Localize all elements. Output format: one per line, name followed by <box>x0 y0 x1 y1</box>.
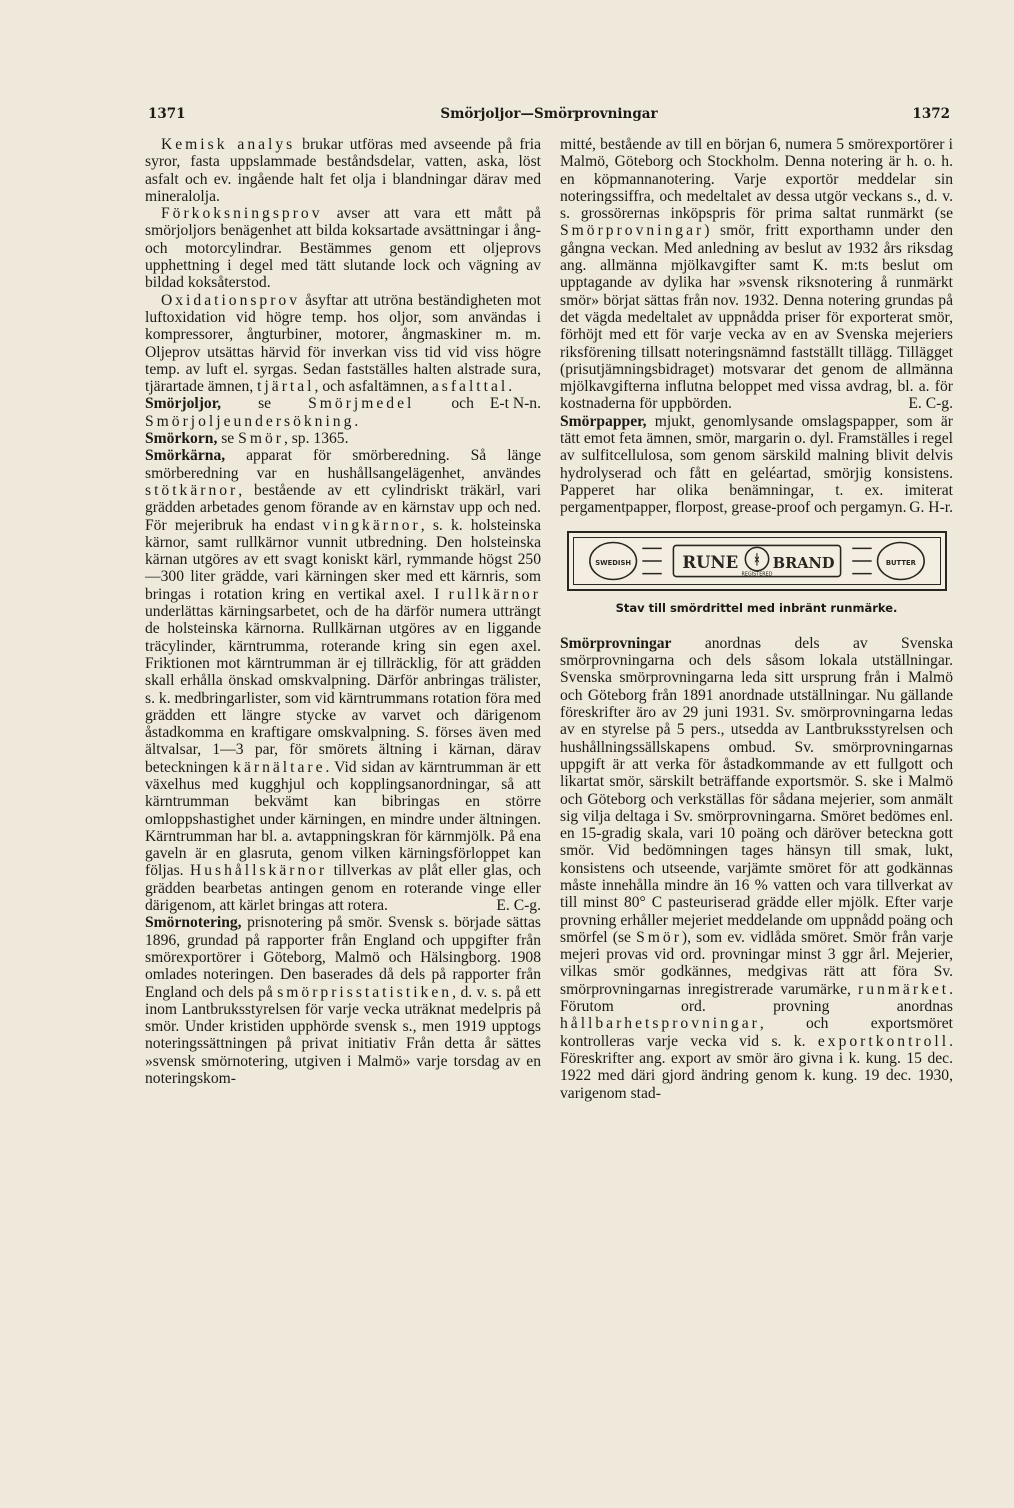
entry-headword: Smörkorn, <box>145 430 218 448</box>
signature: G. H-r. <box>909 499 953 517</box>
entry-smorkarna: Smörkärna, apparat för smörberedning. Så länge smörberedning var en hushållsangelägenhet, användes stötkärnor, bestående av ett cylindriskt träkärl, vari grädden arbetades genom förande av en kärnstav upp och ned. För mejeribruk ha endast vingkärnor, s. k. holsteinska kärnor, samt rullkärnor vunnit utbredning. Den holsteinska kärnan utgöres av ett svagt koniskt kärl, rymmande högst 250—300 liter grädde, vari kärningen sker med ett kärnris, som bringas i rotation kring en vertikal axel. I rullkärnor underlättas kärningsarbetet, och de ha därför numera utträngt de holsteinska kärnorna. Rullkärnan utgöres av en liggande träcylinder, kärntrumma, roterande kring sin egen axel. Friktionen mot kärntrumman är ej tillräcklig, för att grädden skall erhålla önskad omskvalpning. Därför anbringas trälister, s. k. medbringarlister, som vid kärntrummans rotation föra med grädden ett längre stycke av varvet och därigenom åstadkomma en kraftigare omskvalpning. S. förses även med ältvalsar, 1—3 par, för smörets ältning i kärnan, därav beteckningen kärnältare. Vid sidan av kärntrumman är ett växelhus med kugghjul och kopplingsanordningar, så att kärntrumman bekvämt kan bibringas en större omloppshastighet under kärningen, en mindre under ältningen. Kärntrumman har bl. a. avtappningskran för kärnmjölk. På ena gaveln är en glasruta, genom vilken kärningsförloppet kan följas. Hushållskärnor tillverkas av plåt eller glas, och grädden bearbetas antingen genom en roterande vinge eller därigenom, att kärlet bringas att rotera. E. C-g. <box>145 447 541 915</box>
brand-stamp-image <box>567 531 947 591</box>
entry-smorjoljor: Smörjoljor, se Smörjmedel och Smörjoljeundersökning. <box>145 395 474 430</box>
entry-smornotering-continued: mitté, bestående av till en början 6, numera 5 smörexportörer i Malmö, Göteborg och Stockholm. Denna notering är h. o. h. en köpmannanotering. Varje exportör meddelar sin noteringssiffra, och medeltalet av dessa utgör veckans s., d. v. s. grossörernas inköpspris för prima saltat runmärkt (se Smörprovningar) smör, fritt exporthamn under den gångna veckan. Med anledning av beslut av 1932 års riksdag ang. allmänna mjölkavgifter samt K. m:ts beslut om upptagande av dylika har »svensk riksnotering å runmärkt smör» börjat sättas från nov. 1932. Denna notering grundas på det vägda medeltalet av uppnådda priser för exporterat smör, förhöjt med ett för varje vecka av en av Svenska mejeriers riksförening tillsatt noteringsnämnd fastställt tillägg. Tillägget (prisutjämningsbidraget) motsvarar det genom de allmänna mjölkavgifterna influtna beloppet med vissa avdrag, bl. a. för kostnaderna för uppbörden. E. C-g. <box>560 136 953 413</box>
entry-smorprovningar: Smörprovningar anordnas dels av Svenska smörprovningarna och dels såsom lokala utställningar. Svenska smörprovningarna leda sitt ursprung från i Malmö och Göteborg från 1891 anordnade utställningar. Nu gällande föreskrifter äro av 29 juni 1931. Sv. smörprovningarna ledas av en styrelse på 5 pers., utsedda av Lantbruksstyrelsen och hushållningssällskapens ombud. Sv. smörprovningarnas uppgift är att verka för åstadkommande av ett fullgott och likartat smör, särskilt beträffande exportsmör. S. ske i Malmö och Göteborg och verkställas för sådana mejerier, som anmält sig vilja deltaga i Sv. smörprovningarna. Smöret bedömes enl. en 15-gradig skala, vari 10 poäng och däröver beteckna gott smör. Vid bedömningen tages hänsyn till smak, lukt, konsistens och utseende, varjämte smöret för att godkännas måste innehålla mindre än 16 % vatten och vara tillverkat av till minst 80° C pasteuriserad grädde eller mjölk. Efter varje provning erhåller mejeriet meddelande om uppnådd poäng och smörfel (se Smör), som ev. vidlåda smöret. Smör från varje mejeri provas vid ord. provningar minst 3 ggr årl. Mejerier, vilkas smör godkännes, medgivas rätt att föra Sv. smörprovningarnas inregistrerade varumärke, runmärket. Förutom ord. provning anordnas hållbarhetsprovningar, och exportsmöret kontrolleras varje vecka vid s. k. exportkontroll. Föreskrifter ang. export av smör äro givna i k. kung. 15 dec. 1922 med däri gjord ändring genom k. kung. 19 dec. 1930, varigenom stad- <box>560 634 953 1102</box>
page-number-right: 1372 <box>912 106 950 122</box>
svg-text:SWEDISH: SWEDISH <box>594 558 631 567</box>
svg-text:RUNE: RUNE <box>681 551 738 572</box>
figure-caption: Stav till smördrittel med inbränt runmärke. <box>615 600 898 615</box>
entry-headword: Smörprovningar <box>560 634 672 652</box>
paragraph-kemisk-analys: Kemisk analys brukar utföras med avseende på fria syror, fasta uppslammade beståndsdelar, vatten, aska, löst asfalt och ev. ingående halt fet olja i blandningar därav med mineralolja. <box>145 136 541 205</box>
entry-headword: Smörjoljor, <box>145 395 222 413</box>
signature: E. C-g. <box>908 395 953 413</box>
svg-text:BRAND: BRAND <box>772 554 834 572</box>
entry-smornotering: Smörnotering, prisnotering på smör. Svensk s. började sättas 1896, grundad på rapporter från England och uppgifter från smörexportörer i Göteborg, Malmö och Hälsingborg. 1908 omlades noteringen. Den baserades då dels på rapporter från England och dels på smörprisstatistiken, d. v. s. på ett inom Lantbruksstyrelsen för varje vecka uträknat medelpris på smör. Under kristiden upphörde svensk s., men 1919 upptogs noteringssättningen på privat initiativ Från detta år sättes »svensk smörnotering, utgiven i Malmö» varje torsdag av en noteringskom- <box>145 914 541 1088</box>
entry-headword: Smörnotering, <box>145 914 242 932</box>
rune-brand-logo <box>584 538 930 584</box>
entry-headword: Smörkärna, <box>145 447 226 465</box>
paragraph-forkoksningsprov: Förkoksningsprov avser att vara ett mått på smörjoljors benägenhet att bilda koksartade avsättningar i ång- och motorcylindrar. Bestämmes genom ett oljeprovs upphettning i degel med tätt slutande lock och vägning av bildad koksåterstod. <box>145 205 541 292</box>
signature: E-t N-n. <box>489 395 541 413</box>
page-title: Smörjoljor—Smörprovningar <box>440 106 658 122</box>
page-header <box>148 106 950 126</box>
left-column <box>145 136 541 1087</box>
entry-smorkorn: Smörkorn, se Smör, sp. 1365. <box>145 430 349 448</box>
svg-text:ᚼ: ᚼ <box>752 551 761 568</box>
svg-text:BUTTER: BUTTER <box>885 558 916 567</box>
paragraph-oxidationsprov: Oxidationsprov åsyftar att utröna beständigheten mot luftoxidation vid högre temp. hos oljor, som användas i kompressorer, ångturbiner, motorer, ångmaskiner m. m. Oljeprov utsättas härvid för inverkan viss tid vid viss högre temp. av luft el. syrgas. Sedan fastställes halten alstrade sura, tjärartade ämnen, tjärtal, och asfaltämnen, asfalttal. E-t N-n. <box>145 291 541 413</box>
signature: E. C-g. <box>496 897 541 915</box>
entry-smorpapper: Smörpapper, mjukt, genomlysande omslagspapper, som är tätt emot feta ämnen, smör, margarin o. dyl. Framställes i regel av sulfitcellulosa, som genom särskild malning blivit delvis hydrolyserad och fått en geléartad, smörjig konsistens. Papperet har olika benämningar, t. ex. imiterat pergamentpapper, florpost, grease-proof och pergamyn. G. H-r. <box>560 412 953 517</box>
page-number-left: 1371 <box>148 106 186 122</box>
entry-headword: Smörpapper, <box>560 412 647 430</box>
svg-text:REGISTERED: REGISTERED <box>741 571 772 578</box>
figure-rune-brand <box>560 531 953 617</box>
right-column <box>560 136 953 1102</box>
